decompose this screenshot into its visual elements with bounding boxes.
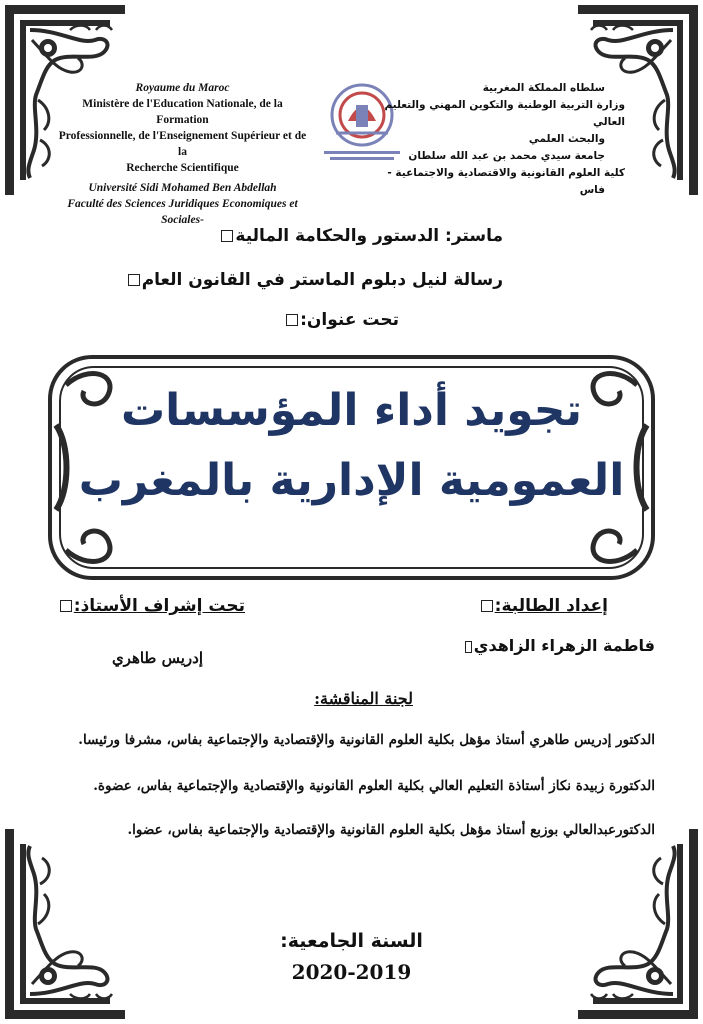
checkbox-icon xyxy=(60,600,72,612)
checkbox-icon xyxy=(128,274,140,286)
student-label xyxy=(481,596,608,616)
supervisor-name: إدريس طاهري xyxy=(111,649,203,667)
committee-title: لجنة المناقشة: xyxy=(314,689,413,708)
ornament-bottom-left xyxy=(0,824,130,1024)
committee-member: الدكتورة زبيدة نكاز أستاذة التعليم العالي بكلية العلوم القانونية والإقتصادية والإجتماعية بفاس، عضوة. xyxy=(93,778,655,794)
header-fr-ministry-2: Professionnelle, de l'Enseignement Supérieur et de la xyxy=(58,130,307,158)
committee-member: الدكتور إدريس طاهري أستاذ مؤهل بكلية العلوم القانونية والإقتصادية والإجتماعية بفاس، مشرفا ورئيسا. xyxy=(78,732,655,748)
header-fr-ministry-3: Recherche Scientifique xyxy=(126,162,239,174)
student-name-text: فاطمة الزهراء الزاهدي xyxy=(473,636,655,655)
header-french xyxy=(55,80,310,228)
header-ar-university: جامعة سيدي محمد بن عبد الله سلطان xyxy=(408,150,605,162)
ornament-bottom-right xyxy=(573,824,703,1024)
thesis-title-line1: تجويد أداء المؤسسات xyxy=(120,385,583,436)
header-ar-ministry: وزارة التربية الوطنية والتكوين المهني والتعليم العالي xyxy=(384,99,625,128)
header-fr-faculty: Faculté des Sciences Juridiques Economiques et Sociales- xyxy=(67,198,298,226)
student-name xyxy=(465,636,655,655)
title-frame xyxy=(48,355,655,580)
header-fr-kingdom: Royaume du Maroc xyxy=(135,82,230,94)
academic-year: 2020-2019 xyxy=(291,960,412,984)
academic-year-label: السنة الجامعية: xyxy=(280,930,423,952)
supervisor-label-text: تحت إشراف الأستاذ: xyxy=(73,596,245,616)
checkbox-icon xyxy=(481,600,493,612)
supervisor-label xyxy=(60,596,245,616)
header-arabic xyxy=(355,80,625,199)
committee-member: الدكتورعبدالعالي بوزبع أستاذ مؤهل بكلية العلوم القانونية والإقتصادية والإجتماعية بفاس، عضوا. xyxy=(127,822,655,838)
checkbox-icon xyxy=(286,314,298,326)
header-ar-faculty: كلية العلوم القانونية والاقتصادية والاجتماعية - xyxy=(387,167,625,179)
master-program xyxy=(221,226,503,246)
thesis-title-line2: العمومية الإدارية بالمغرب xyxy=(78,455,625,506)
under-title-text: تحت عنوان: xyxy=(300,310,399,330)
header-fr-ministry-1: Ministère de l'Education Nationale, de la Formation xyxy=(82,98,283,126)
header-ar-kingdom: سلطاه المملكة المغربية xyxy=(482,82,605,94)
header-ar-research: والبحث العلمي xyxy=(528,133,605,145)
thesis-purpose xyxy=(128,270,503,290)
checkbox-icon xyxy=(221,230,233,242)
student-label-text: إعداد الطالبة: xyxy=(494,596,608,616)
header-fr-university: Université Sidi Mohamed Ben Abdellah xyxy=(88,182,277,194)
under-title-label xyxy=(286,310,399,330)
checkbox-icon xyxy=(465,641,472,653)
thesis-purpose-text: رسالة لنيل دبلوم الماستر في القانون العام xyxy=(141,270,503,290)
master-program-text: ماستر: الدستور والحكامة المالية xyxy=(235,226,503,246)
header-ar-city: فاس xyxy=(579,184,605,196)
